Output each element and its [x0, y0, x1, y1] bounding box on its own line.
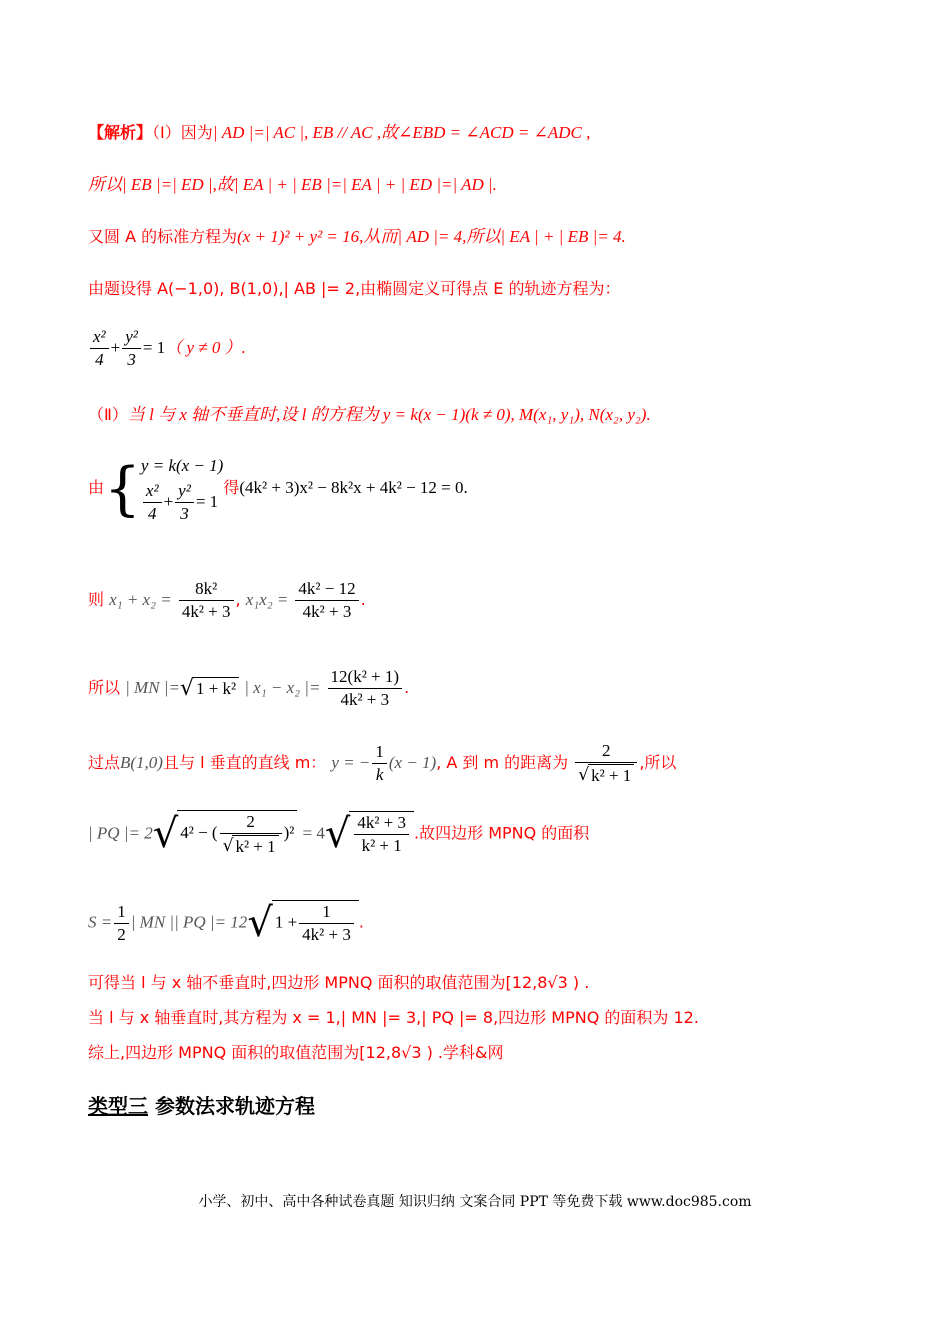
range-line-2: 当 l 与 x 轴垂直时,其方程为 x = 1,| MN |= 3,| PQ |= 8,四边形 MPNQ 的面积为 12.: [88, 1008, 699, 1027]
area-formula: S = $\frac{1}{2}$ | MN || PQ |= 12√ 1 + $\frac{1}{\text{4k² + 3}}$ .: [88, 900, 364, 946]
equation-system: 由{ y = k(x − 1) $\frac{\text{x²}}{4}$ + $\frac{\text{y²}}{3}$ = 1 得(4k² + 3)x² − 8k²x + 4k² − 12 = 0.: [88, 454, 468, 523]
solution-line-2: 所以| EB |=| ED |,故| EA | + | EB |=| EA | + | ED |=| AD |.: [88, 175, 497, 194]
line-m: 过点B(1,0)且与 l 垂直的直线 m： y = − $\frac{1}{k}$ (x − 1), A 到 m 的距离为 $\frac{2}{\text{√ k² + 1}}$ ,所以: [88, 741, 677, 786]
range-line-3: 综上,四边形 MPNQ 面积的取值范围为[12,8√3 ) .学科&网: [88, 1043, 504, 1062]
pq-length: | PQ |= 2√ 4² − ( $\frac{2}{\text{√ k² + 1}}$ )² = 4√ $\frac{\text{4k² + 3}}{\text{k² + 1}}$ .故四边形 MPNQ 的面积: [88, 810, 590, 857]
solution-line-part2: （Ⅱ）当 l 与 x 轴不垂直时,设 l 的方程为 y = k(x − 1)(k ≠ 0), M(x₁, y₁), N(x₂, y₂).: [88, 405, 651, 424]
solution-line-1: 【解析】（Ⅰ）因为| AD |=| AC |, EB // AC ,故∠EBD = ∠ACD = ∠ADC ,: [88, 123, 591, 142]
analysis-label: 【解析】: [88, 123, 153, 142]
solution-line-3: 又圆 A 的标准方程为(x + 1)² + y² = 16,从而| AD |= 4,所以| EA | + | EB |= 4.: [88, 227, 626, 246]
section-heading: 类型三 参数法求轨迹方程: [88, 1094, 315, 1118]
solution-line-4: 由题设得 A(−1,0), B(1,0),| AB |= 2,由椭圆定义可得点 E 的轨迹方程为：: [88, 279, 621, 298]
range-line-1: 可得当 l 与 x 轴不垂直时,四边形 MPNQ 面积的取值范围为[12,8√3 ) .: [88, 973, 590, 992]
brace: {: [104, 454, 141, 523]
mn-length: 所以 | MN |=√ 1 + k² | x₁ − x₂ |= $\frac{\text{12(k² + 1)}}{\text{4k² + 3}}$ .: [88, 667, 410, 709]
page-footer: 小学、初中、高中各种试卷真题 知识归纳 文案合同 PPT 等免费下载 www.doc985.com: [198, 1194, 752, 1210]
vieta-formulas: 则 x₁ + x₂ = $\frac{\text{8k²}}{\text{4k² + 3}}$ , x₁x₂ = $\frac{\text{4k² − 12}}{\text{4k² + 3}}$ .: [88, 579, 366, 621]
ellipse-equation: $\frac{\text{x²}}{4}$ + $\frac{\text{y²}}{3}$ = 1（ y ≠ 0 ）.: [88, 326, 246, 371]
line1-math: | AD |=| AC |, EB // AC ,故∠EBD = ∠ACD = ∠ADC ,: [212, 123, 591, 142]
part1-label: （Ⅰ）: [152, 123, 181, 142]
